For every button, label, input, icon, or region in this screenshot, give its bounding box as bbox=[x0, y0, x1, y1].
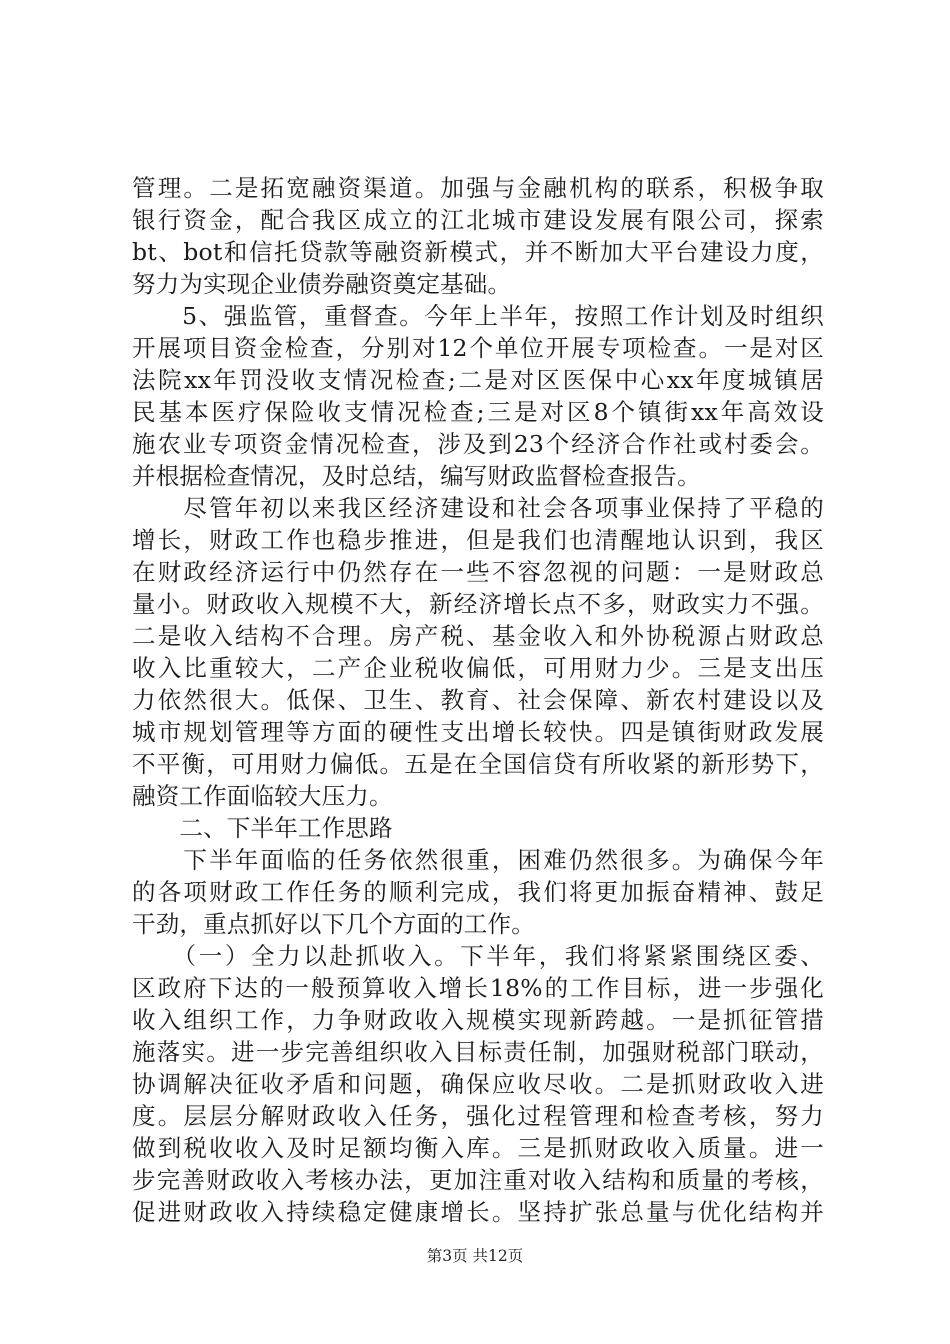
text-line: 法院xx年罚没收支情况检查;二是对区医保中心xx年度城镇居 bbox=[132, 366, 824, 394]
text-line: 城市规划管理等方面的硬性支出增长较快。四是镇街财政发展 bbox=[132, 718, 824, 746]
text-line: 促进财政收入持续稳定健康增长。坚持扩张总量与优化结构并 bbox=[132, 1198, 824, 1226]
text-line: 并根据检查情况，及时总结，编写财政监督检查报告。 bbox=[132, 462, 701, 490]
text-line: 下半年面临的任务依然很重，困难仍然很多。为确保今年 bbox=[132, 846, 824, 874]
text-line: 施落实。进一步完善组织收入目标责任制，加强财税部门联动， bbox=[132, 1038, 824, 1066]
text-line: 在财政经济运行中仍然存在一些不容忽视的问题：一是财政总 bbox=[132, 558, 824, 586]
text-line: 民基本医疗保险收支情况检查;三是对区8个镇街xx年高效设 bbox=[132, 398, 824, 426]
section-heading: 二、下半年工作思路 bbox=[132, 814, 393, 842]
text-line: 区政府下达的一般预算收入增长18%的工作目标，进一步强化 bbox=[132, 974, 824, 1002]
text-line: 增长，财政工作也稳步推进，但是我们也清醒地认识到，我区 bbox=[132, 526, 824, 554]
text-line: 融资工作面临较大压力。 bbox=[132, 782, 393, 810]
text-line: 做到税收收入及时足额均衡入库。三是抓财政收入质量。进一 bbox=[132, 1134, 824, 1162]
text-line: 收入比重较大，二产企业税收偏低，可用财力少。三是支出压 bbox=[132, 654, 824, 682]
text-line: 二是收入结构不合理。房产税、基金收入和外协税源占财政总 bbox=[132, 622, 824, 650]
body-text bbox=[132, 172, 824, 1228]
text-line: bt、bot和信托贷款等融资新模式，并不断加大平台建设力度， bbox=[132, 238, 824, 266]
text-line: 度。层层分解财政收入任务，强化过程管理和检查考核，努力 bbox=[132, 1102, 824, 1130]
text-line: 银行资金，配合我区成立的江北城市建设发展有限公司，探索 bbox=[132, 206, 824, 234]
text-line: 不平衡，可用财力偏低。五是在全国信贷有所收紧的新形势下， bbox=[132, 750, 824, 778]
text-line: 管理。二是拓宽融资渠道。加强与金融机构的联系，积极争取 bbox=[132, 174, 824, 202]
text-line: 步完善财政收入考核办法，更加注重对收入结构和质量的考核， bbox=[132, 1166, 824, 1194]
text-line: 努力为实现企业债券融资奠定基础。 bbox=[132, 270, 512, 298]
text-line: 协调解决征收矛盾和问题，确保应收尽收。二是抓财政收入进 bbox=[132, 1070, 824, 1098]
text-line: 5、强监管，重督查。今年上半年，按照工作计划及时组织 bbox=[132, 302, 824, 330]
text-line: 尽管年初以来我区经济建设和社会各项事业保持了平稳的 bbox=[132, 494, 824, 522]
text-line: 开展项目资金检查，分别对12个单位开展专项检查。一是对区 bbox=[132, 334, 824, 362]
text-line: 的各项财政工作任务的顺利完成，我们将更加振奋精神、鼓足 bbox=[132, 878, 824, 906]
text-line: 干劲，重点抓好以下几个方面的工作。 bbox=[132, 910, 535, 938]
text-line: 施农业专项资金情况检查，涉及到23个经济合作社或村委会。 bbox=[132, 430, 824, 458]
text-line: 量小。财政收入规模不大，新经济增长点不多，财政实力不强。 bbox=[132, 590, 824, 618]
page-number-footer: 第3页 共12页 bbox=[426, 1247, 524, 1265]
text-line: 收入组织工作，力争财政收入规模实现新跨越。一是抓征管措 bbox=[132, 1006, 824, 1034]
text-line: （一）全力以赴抓收入。下半年，我们将紧紧围绕区委、 bbox=[132, 942, 824, 970]
text-line: 力依然很大。低保、卫生、教育、社会保障、新农村建设以及 bbox=[132, 686, 824, 714]
